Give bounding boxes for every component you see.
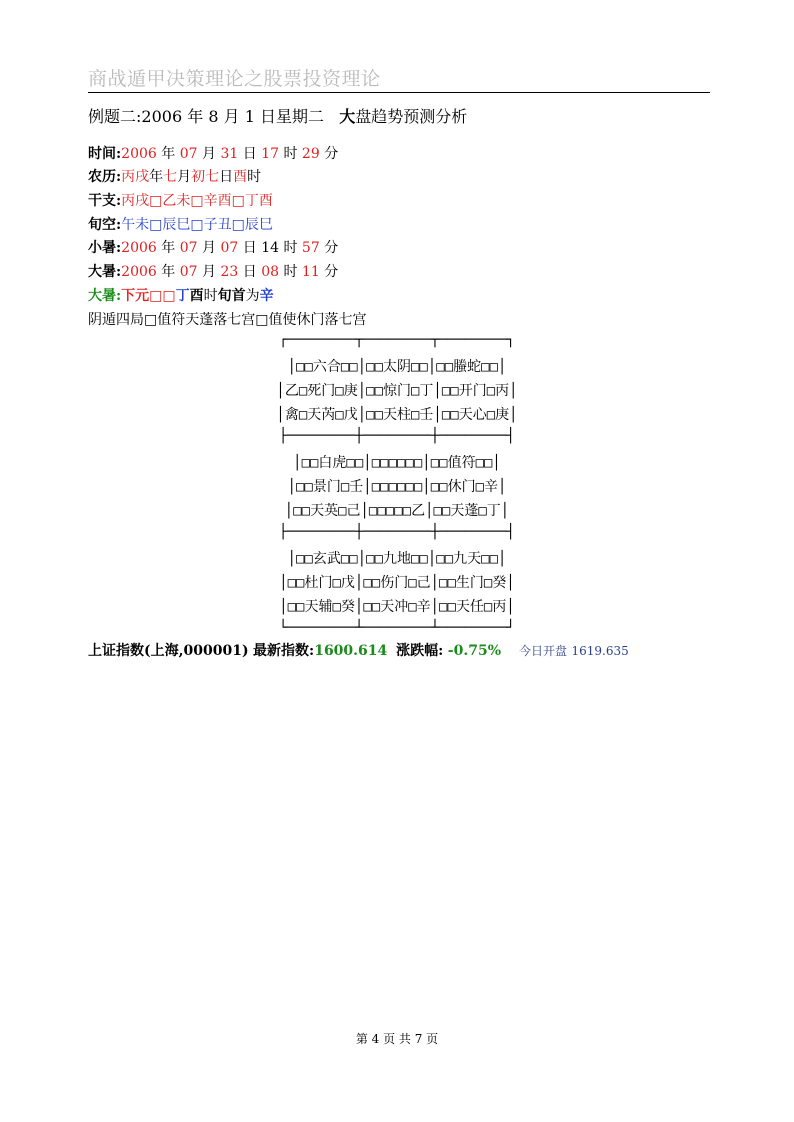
info-lunar-label: 农历: xyxy=(88,169,122,185)
info-time-u5: 分 xyxy=(319,146,339,162)
info-xiaoshu-year: 2006 xyxy=(121,240,157,256)
info-xiaoshu-minute: 57 xyxy=(301,240,320,256)
info-time-year: 2006 xyxy=(121,146,157,162)
info-xiaoshu-label: 小暑: xyxy=(88,240,122,256)
info-time-label: 时间: xyxy=(88,146,122,162)
info-dashu-label: 大暑: xyxy=(88,264,122,280)
info-lunar-p1: 丙戌 xyxy=(121,169,150,185)
info-xunkong-label: 旬空: xyxy=(88,217,122,233)
title-month-unit: 月 xyxy=(218,107,245,126)
info-dashu2-p7: 辛 xyxy=(259,288,274,304)
title-year: 2006 xyxy=(141,107,183,126)
info-xiaoshu-u1: 年 xyxy=(156,240,180,256)
grid-line-3: │禽□天芮□戊│□□天柱□壬│□□天心□庚│ xyxy=(276,407,518,423)
info-lunar-u1: 年 xyxy=(149,169,164,185)
info-time-u3: 日 xyxy=(238,146,262,162)
grid-line-7: │□□天英□己│□□□□□乙│□□天蓬□丁│ xyxy=(284,503,510,519)
info-xiaoshu-u5: 分 xyxy=(319,240,339,256)
grid-line-12: └────────┴────────┴────────┘ xyxy=(278,620,515,636)
info-time-hour: 17 xyxy=(261,146,280,162)
info-dashu-u2: 月 xyxy=(197,264,221,280)
grid-line-2: │乙□死门□庚│□□惊门□丁│□□开门□丙│ xyxy=(276,383,518,399)
grid-line-6: │□□景门□壬│□□□□□□│□□休门□辛│ xyxy=(287,479,507,495)
info-xunkong xyxy=(88,214,273,234)
info-dashu2-p4: 时 xyxy=(203,288,218,304)
info-lunar-u4: 时 xyxy=(247,169,262,185)
grid-line-11: │□□天辅□癸│□□天冲□辛│□□天任□丙│ xyxy=(279,599,515,615)
index-label: 上证指数(上海,000001) xyxy=(88,643,249,659)
grid-line-10: │□□杜门□戊│□□伤门□己│□□生门□癸│ xyxy=(279,575,515,591)
info-dashu2-p6: 为 xyxy=(245,288,260,304)
latest-label: 最新指数: xyxy=(253,643,315,659)
title-prefix: 例题二: xyxy=(88,107,142,126)
info-time-minute: 29 xyxy=(301,146,320,162)
title-suffix-bold: 大 xyxy=(339,107,356,126)
info-xiaoshu-u2: 月 xyxy=(197,240,221,256)
header-title: 商战遁甲决策理论之股票投资理论 xyxy=(88,68,381,90)
title-month: 8 xyxy=(208,107,219,126)
info-xiaoshu-hour: 14 xyxy=(261,240,280,256)
info-dashu2-p2: 丁 xyxy=(175,288,190,304)
change-label: 涨跌幅: xyxy=(396,643,444,659)
info-xiaoshu-u4: 时 xyxy=(279,240,302,256)
info-dashu xyxy=(88,261,338,281)
info-dashu-hour: 08 xyxy=(261,264,280,280)
info-dashu2-label: 大暑: xyxy=(88,288,122,304)
grid-line-5: │□□白虎□□│□□□□□□│□□值符□□│ xyxy=(293,455,501,471)
header-rule xyxy=(88,92,710,93)
info-time xyxy=(88,143,338,163)
info-dashu-u5: 分 xyxy=(319,264,339,280)
info-dashu-minute: 11 xyxy=(301,264,320,280)
info-xiaoshu-u3: 日 xyxy=(238,240,262,256)
latest-value: 1600.614 xyxy=(314,643,388,659)
grid-line-8: ├────────┼────────┼────────┤ xyxy=(278,524,515,540)
info-dashu2 xyxy=(88,285,274,305)
info-dashu-month: 07 xyxy=(179,264,198,280)
info-ganzhi xyxy=(88,190,273,210)
info-dashu2-p1: 下元□□ xyxy=(121,288,176,304)
index-line xyxy=(88,640,629,660)
info-dashu2-p3: 酉 xyxy=(189,288,204,304)
info-dashu-day: 23 xyxy=(220,264,239,280)
grid-line-1: │□□六合□□│□□太阴□□│□□螣蛇□□│ xyxy=(287,359,507,375)
info-xiaoshu-month: 07 xyxy=(179,240,198,256)
info-xiaoshu-day: 07 xyxy=(220,240,239,256)
info-xiaoshu xyxy=(88,237,338,257)
info-lunar-u2: 月 xyxy=(177,169,192,185)
info-time-u4: 时 xyxy=(279,146,302,162)
open-value: 1619.635 xyxy=(571,644,629,658)
info-time-month: 07 xyxy=(179,146,198,162)
page-footer: 第 4 页 共 7 页 xyxy=(355,1032,439,1046)
grid-line-9: │□□玄武□□│□□九地□□│□□九天□□│ xyxy=(287,551,507,567)
info-dashu-u4: 时 xyxy=(279,264,302,280)
info-ganzhi-label: 干支: xyxy=(88,193,122,209)
info-lunar-p4: 酉 xyxy=(233,169,248,185)
info-lunar xyxy=(88,166,261,186)
info-dashu-u1: 年 xyxy=(156,264,180,280)
info-lunar-u3: 日 xyxy=(219,169,234,185)
open-label: 今日开盘 xyxy=(519,644,568,658)
info-dashu-u3: 日 xyxy=(238,264,262,280)
info-ju: 阴遁四局□值符天蓬落七宫□值使休门落七宫 xyxy=(88,312,367,328)
info-time-day: 31 xyxy=(220,146,239,162)
grid-line-4: ├────────┼────────┼────────┤ xyxy=(278,428,515,444)
doc-title xyxy=(88,104,467,127)
info-lunar-p2: 七 xyxy=(163,169,178,185)
title-suffix: 盘趋势预测分析 xyxy=(355,107,468,126)
info-lunar-p3: 初七 xyxy=(191,169,220,185)
info-dashu-year: 2006 xyxy=(121,264,157,280)
info-dashu2-p5: 旬首 xyxy=(217,288,246,304)
info-time-u2: 月 xyxy=(197,146,221,162)
title-year-unit: 年 xyxy=(182,107,209,126)
info-time-u1: 年 xyxy=(156,146,180,162)
info-ganzhi-value: 丙戌□乙未□辛酉□丁酉 xyxy=(121,193,273,209)
change-value: -0.75% xyxy=(447,643,502,659)
grid-line-0: ┌────────┬────────┬────────┐ xyxy=(278,332,515,348)
title-day: 1 xyxy=(244,107,255,126)
title-day-unit: 日星期二 xyxy=(254,107,324,126)
info-xunkong-value: 午未□辰巳□子丑□辰巳 xyxy=(121,217,273,233)
